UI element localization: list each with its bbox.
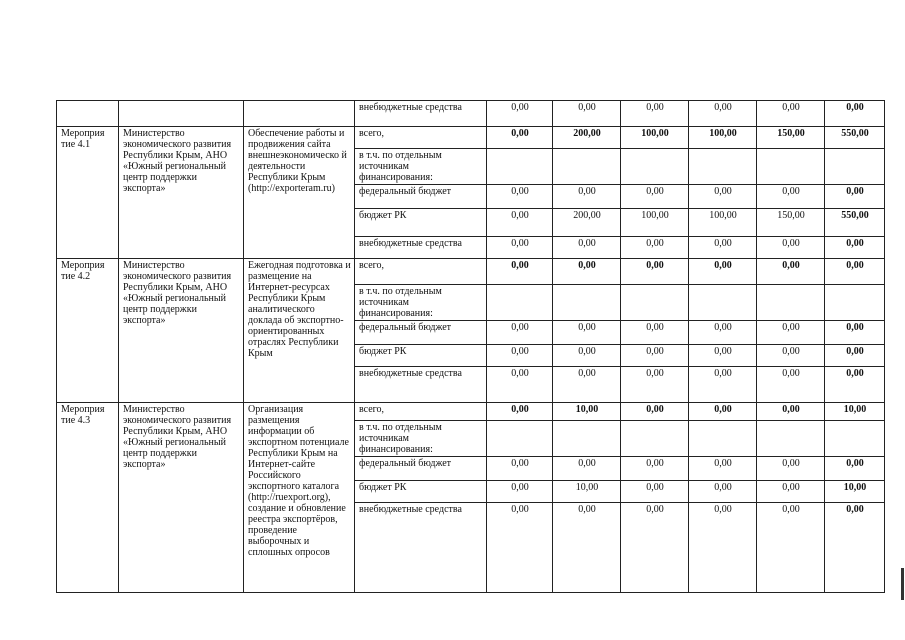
activity-code-cell: Мероприя тие 4.1 [57, 127, 119, 259]
value-cell-5: 150,00 [757, 127, 825, 149]
value-cell-5: 0,00 [757, 185, 825, 209]
value-cell-1: 0,00 [487, 237, 553, 259]
value-cell-3: 0,00 [621, 321, 689, 345]
value-cell-4 [689, 149, 757, 185]
value-cell-4: 0,00 [689, 481, 757, 503]
value-cell-1: 0,00 [487, 367, 553, 403]
funding-source-cell: бюджет РК [355, 345, 487, 367]
value-cell-4 [689, 285, 757, 321]
activity-code-cell: Мероприя тие 4.2 [57, 259, 119, 403]
value-cell-6 [825, 285, 885, 321]
table-row [57, 101, 885, 127]
value-cell-4: 0,00 [689, 185, 757, 209]
value-cell-5 [757, 149, 825, 185]
value-cell-6: 550,00 [825, 209, 885, 237]
funding-source-cell: бюджет РК [355, 209, 487, 237]
value-cell-5: 150,00 [757, 209, 825, 237]
value-cell-1: 0,00 [487, 321, 553, 345]
value-cell-5: 0,00 [757, 259, 825, 285]
value-cell-3: 0,00 [621, 237, 689, 259]
value-cell-5: 0,00 [757, 101, 825, 127]
executor-cell: Министерство экономического развития Республики Крым, АНО «Южный региональный центр поддержки экспорта» [119, 403, 244, 593]
funding-source-cell: всего, [355, 403, 487, 421]
table-row [57, 127, 885, 149]
value-cell-1: 0,00 [487, 185, 553, 209]
value-cell-4: 100,00 [689, 127, 757, 149]
funding-source-cell: федеральный бюджет [355, 185, 487, 209]
value-cell-1 [487, 421, 553, 457]
value-cell-5: 0,00 [757, 457, 825, 481]
funding-source-cell: федеральный бюджет [355, 321, 487, 345]
value-cell-1: 0,00 [487, 101, 553, 127]
value-cell-2: 0,00 [553, 345, 621, 367]
value-cell-6 [825, 149, 885, 185]
funding-source-cell: в т.ч. по отдельным источникам финансирования: [355, 285, 487, 321]
budget-table [56, 100, 885, 593]
executor-cell [119, 101, 244, 127]
value-cell-4 [689, 421, 757, 457]
value-cell-6: 0,00 [825, 367, 885, 403]
value-cell-5: 0,00 [757, 237, 825, 259]
value-cell-4: 0,00 [689, 101, 757, 127]
funding-source-cell: всего, [355, 127, 487, 149]
value-cell-4: 0,00 [689, 345, 757, 367]
table-row [57, 259, 885, 285]
value-cell-1: 0,00 [487, 403, 553, 421]
value-cell-5 [757, 285, 825, 321]
funding-source-cell: внебюджетные средства [355, 101, 487, 127]
value-cell-3: 0,00 [621, 503, 689, 593]
value-cell-6: 550,00 [825, 127, 885, 149]
value-cell-2: 10,00 [553, 481, 621, 503]
value-cell-3: 0,00 [621, 185, 689, 209]
value-cell-6 [825, 421, 885, 457]
value-cell-3 [621, 421, 689, 457]
value-cell-2: 0,00 [553, 259, 621, 285]
activity-code-cell [57, 101, 119, 127]
value-cell-2: 0,00 [553, 457, 621, 481]
value-cell-5 [757, 421, 825, 457]
value-cell-2 [553, 421, 621, 457]
table-row [57, 403, 885, 421]
value-cell-5: 0,00 [757, 321, 825, 345]
value-cell-1: 0,00 [487, 345, 553, 367]
description-cell: Организация размещения информации об экспортном потенциале Республики Крым на Интернет-сайте Российского экспортного каталога (http://ruexport.org), создание и обновление реестра экспортёров, проведение выборочных и сплошных опросов [244, 403, 355, 593]
value-cell-2: 0,00 [553, 237, 621, 259]
value-cell-3: 100,00 [621, 127, 689, 149]
executor-cell: Министерство экономического развития Республики Крым, АНО «Южный региональный центр поддержки экспорта» [119, 259, 244, 403]
description-cell: Обеспечение работы и продвижения сайта внешнеэкономическо й деятельности Республики Крым (http://exporteram.ru) [244, 127, 355, 259]
value-cell-6: 0,00 [825, 101, 885, 127]
funding-source-cell: бюджет РК [355, 481, 487, 503]
value-cell-3: 0,00 [621, 367, 689, 403]
value-cell-2 [553, 149, 621, 185]
value-cell-5: 0,00 [757, 345, 825, 367]
funding-source-cell: внебюджетные средства [355, 367, 487, 403]
executor-cell: Министерство экономического развития Республики Крым, АНО «Южный региональный центр поддержки экспорта» [119, 127, 244, 259]
value-cell-1 [487, 285, 553, 321]
value-cell-2: 200,00 [553, 209, 621, 237]
value-cell-1: 0,00 [487, 127, 553, 149]
value-cell-2: 0,00 [553, 185, 621, 209]
value-cell-5: 0,00 [757, 503, 825, 593]
value-cell-2: 200,00 [553, 127, 621, 149]
value-cell-6: 0,00 [825, 457, 885, 481]
value-cell-3: 0,00 [621, 481, 689, 503]
funding-source-cell: в т.ч. по отдельным источникам финансирования: [355, 149, 487, 185]
funding-source-cell: федеральный бюджет [355, 457, 487, 481]
value-cell-4: 0,00 [689, 403, 757, 421]
table-body [57, 101, 885, 593]
value-cell-4: 0,00 [689, 367, 757, 403]
value-cell-1: 0,00 [487, 259, 553, 285]
value-cell-5: 0,00 [757, 367, 825, 403]
funding-source-cell: внебюджетные средства [355, 503, 487, 593]
page-edge-mark [901, 568, 904, 600]
value-cell-3: 100,00 [621, 209, 689, 237]
value-cell-3 [621, 285, 689, 321]
value-cell-4: 100,00 [689, 209, 757, 237]
value-cell-6: 10,00 [825, 403, 885, 421]
value-cell-6: 0,00 [825, 345, 885, 367]
value-cell-3: 0,00 [621, 101, 689, 127]
value-cell-4: 0,00 [689, 237, 757, 259]
funding-source-cell: всего, [355, 259, 487, 285]
value-cell-3: 0,00 [621, 345, 689, 367]
funding-source-cell: внебюджетные средства [355, 237, 487, 259]
value-cell-2: 0,00 [553, 367, 621, 403]
value-cell-4: 0,00 [689, 259, 757, 285]
value-cell-2: 0,00 [553, 503, 621, 593]
value-cell-6: 10,00 [825, 481, 885, 503]
description-cell: Ежегодная подготовка и размещение на Интернет-ресурсах Республики Крым аналитического доклада об экспортно-ориентированных отраслях Республики Крым [244, 259, 355, 403]
value-cell-1: 0,00 [487, 209, 553, 237]
value-cell-3 [621, 149, 689, 185]
activity-code-cell: Мероприя тие 4.3 [57, 403, 119, 593]
value-cell-4: 0,00 [689, 321, 757, 345]
value-cell-1: 0,00 [487, 481, 553, 503]
value-cell-4: 0,00 [689, 503, 757, 593]
description-cell [244, 101, 355, 127]
value-cell-6: 0,00 [825, 503, 885, 593]
value-cell-1: 0,00 [487, 457, 553, 481]
value-cell-2: 10,00 [553, 403, 621, 421]
value-cell-3: 0,00 [621, 457, 689, 481]
value-cell-1 [487, 149, 553, 185]
value-cell-6: 0,00 [825, 237, 885, 259]
value-cell-5: 0,00 [757, 481, 825, 503]
value-cell-2: 0,00 [553, 321, 621, 345]
value-cell-5: 0,00 [757, 403, 825, 421]
value-cell-3: 0,00 [621, 259, 689, 285]
value-cell-6: 0,00 [825, 185, 885, 209]
value-cell-2 [553, 285, 621, 321]
value-cell-2: 0,00 [553, 101, 621, 127]
value-cell-4: 0,00 [689, 457, 757, 481]
value-cell-6: 0,00 [825, 259, 885, 285]
value-cell-6: 0,00 [825, 321, 885, 345]
value-cell-1: 0,00 [487, 503, 553, 593]
value-cell-3: 0,00 [621, 403, 689, 421]
funding-source-cell: в т.ч. по отдельным источникам финансирования: [355, 421, 487, 457]
